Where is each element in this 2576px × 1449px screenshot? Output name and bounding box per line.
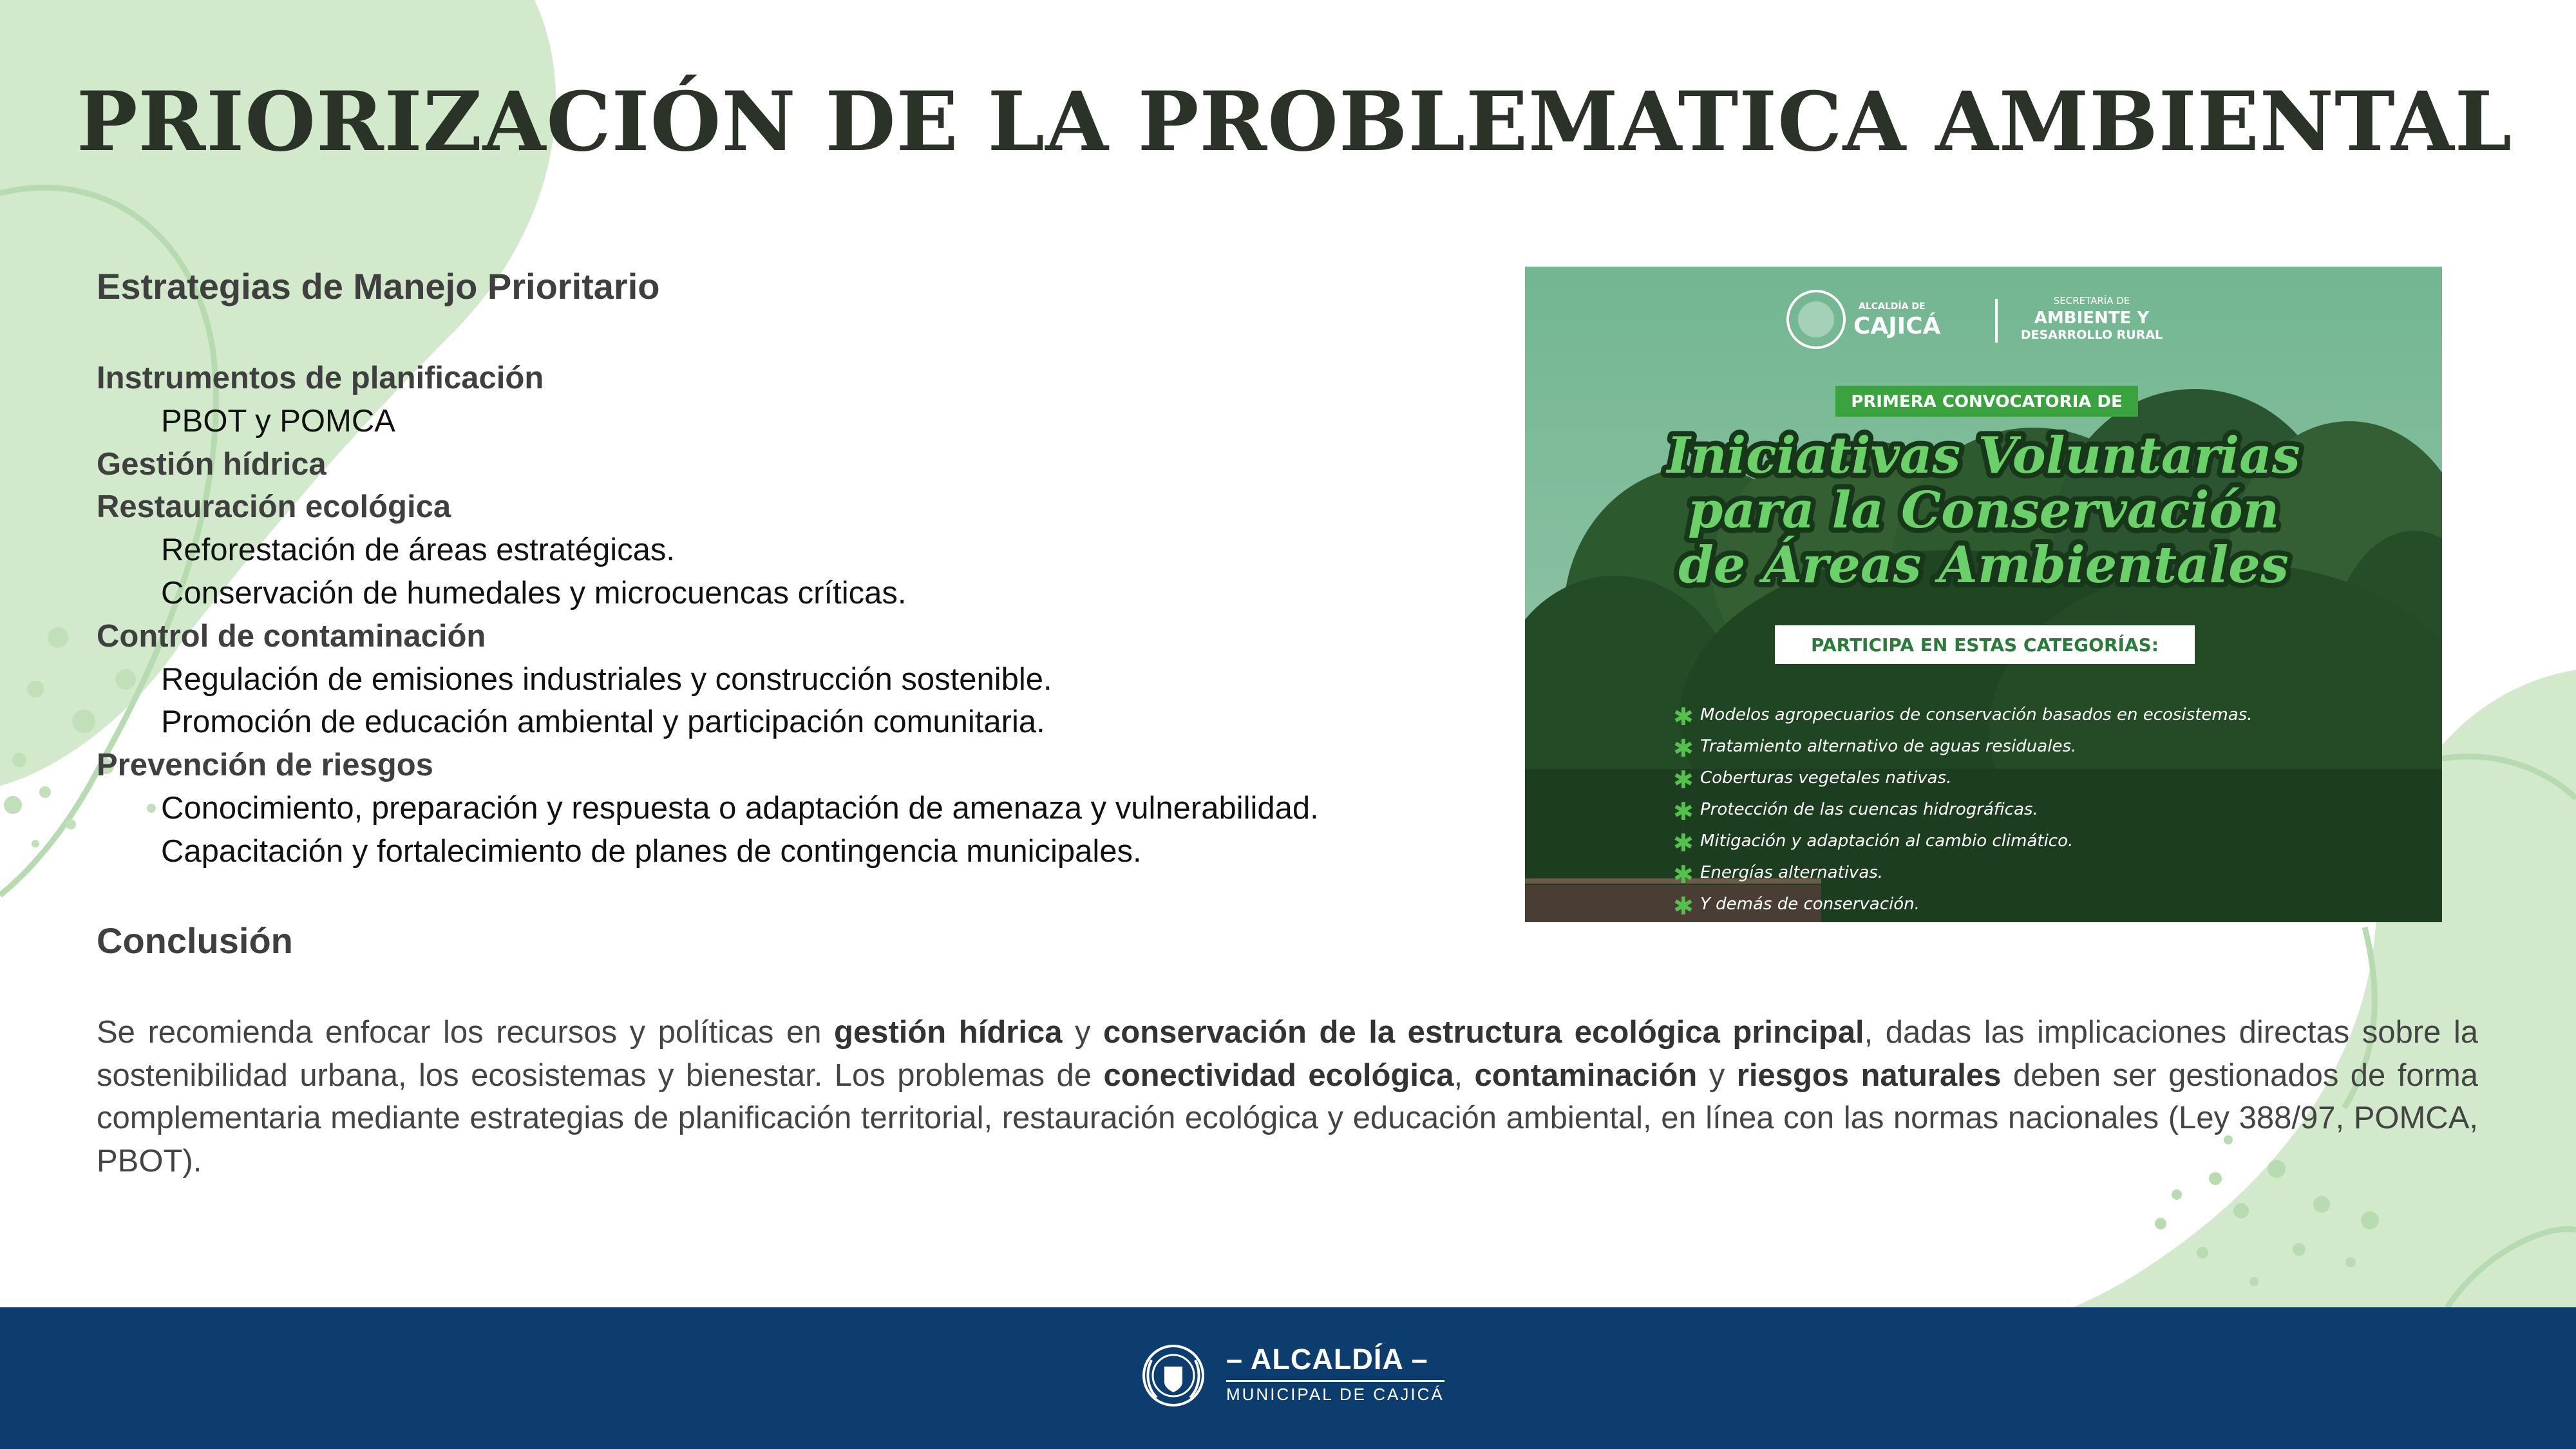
category-risk: Prevención de riesgos bbox=[97, 748, 433, 783]
conclusion-text: , bbox=[1454, 1057, 1475, 1093]
list-item: Capacitación y fortalecimiento de planes de contingencia municipales. bbox=[161, 833, 1142, 869]
list-item: Regulación de emisiones industriales y construcción sostenible. bbox=[161, 661, 1052, 697]
poster-secretaria-small: SECRETARÍA DE bbox=[2053, 295, 2130, 307]
poster-item: Y demás de conservación. bbox=[1700, 895, 1920, 914]
poster-item: Tratamiento alternativo de aguas residuales. bbox=[1700, 737, 2077, 756]
poster-headline-line: para la Conservación bbox=[1687, 481, 2280, 540]
poster-secretaria-line2: DESARROLLO RURAL bbox=[2020, 328, 2163, 342]
poster-item: Energías alternativas. bbox=[1700, 863, 1884, 882]
strategies-heading: Estrategias de Manejo Prioritario bbox=[97, 266, 660, 307]
poster-headline bbox=[1665, 426, 2300, 594]
footer-brand-subtitle: MUNICIPAL DE CAJICÁ bbox=[1226, 1380, 1444, 1405]
category-water: Gestión hídrica bbox=[97, 446, 327, 482]
category-planning: Instrumentos de planificación bbox=[97, 361, 544, 395]
conclusion-text: y bbox=[1062, 1015, 1104, 1050]
convocatoria-poster bbox=[1525, 267, 2442, 922]
conclusion-text: deben ser gestionados de forma complementaria mediante estrategias de planificación territorial, restauración ecológica y educación ambiental, en línea con las normas nacionales (Ley 388/97, POMCA, PBOT). bbox=[97, 1057, 2478, 1179]
poster-artwork bbox=[1525, 267, 2442, 922]
conclusion-emphasis: riesgos naturales bbox=[1736, 1057, 2002, 1093]
list-item: Reforestación de áreas estratégicas. bbox=[161, 533, 676, 568]
poster-headline-line: de Áreas Ambientales bbox=[1678, 536, 2289, 594]
poster-item: Protección de las cuencas hidrográficas. bbox=[1700, 800, 2038, 819]
poster-secretaria-line1: AMBIENTE Y bbox=[2034, 308, 2150, 328]
conclusion-heading: Conclusión bbox=[97, 920, 293, 961]
asterisk-icon: ✱ bbox=[1673, 892, 1694, 920]
page-title: PRIORIZACIÓN DE LA PROBLEMATICA AMBIENTAL bbox=[76, 74, 2513, 169]
municipal-seal-icon bbox=[1139, 1341, 1208, 1410]
list-item: Promoción de educación ambiental y participación comunitaria. bbox=[161, 705, 1045, 740]
asterisk-icon: ✱ bbox=[1673, 734, 1694, 762]
asterisk-icon: ✱ bbox=[1673, 829, 1694, 857]
conclusion-emphasis: gestión hídrica bbox=[834, 1015, 1063, 1050]
asterisk-icon: ✱ bbox=[1673, 766, 1694, 794]
conclusion-text: Se recomienda enfocar los recursos y políticas en bbox=[97, 1015, 835, 1050]
poster-categories-label: PARTICIPA EN ESTAS CATEGORÍAS: bbox=[1811, 634, 2159, 656]
conclusion-emphasis: conectividad ecológica bbox=[1103, 1057, 1454, 1093]
poster-logo-name: CAJICÁ bbox=[1853, 313, 1941, 339]
poster-item: Modelos agropecuarios de conservación basados en ecosistemas. bbox=[1700, 705, 2253, 724]
poster-logo-small: ALCALDÍA DE bbox=[1859, 301, 1926, 312]
conclusion-text: , dadas las implicaciones directas sobre la sostenibilidad urbana, los ecosistemas y bienestar. Los problemas de bbox=[97, 1015, 2478, 1093]
conclusion-emphasis: conservación de la estructura ecológica principal bbox=[1103, 1015, 1864, 1050]
conclusion-emphasis: contaminación bbox=[1474, 1057, 1698, 1093]
conclusion-paragraph bbox=[97, 1011, 2478, 1183]
list-item: Conocimiento, preparación y respuesta o adaptación de amenaza y vulnerabilidad. bbox=[161, 790, 1319, 826]
list-item: Conservación de humedales y microcuencas críticas. bbox=[161, 575, 907, 611]
asterisk-icon: ✱ bbox=[1673, 703, 1694, 731]
poster-item: Coberturas vegetales nativas. bbox=[1700, 768, 1952, 788]
poster-banner: PRIMERA CONVOCATORIA DE bbox=[1851, 392, 2123, 412]
conclusion-text: y bbox=[1697, 1057, 1737, 1093]
footer-brand-title: – ALCALDÍA – bbox=[1226, 1343, 1428, 1376]
list-item: PBOT y POMCA bbox=[161, 403, 395, 439]
category-pollution: Control de contaminación bbox=[97, 618, 486, 654]
strategies-list bbox=[97, 357, 1319, 873]
poster-headline-line: Iniciativas Voluntarias bbox=[1667, 426, 2300, 485]
category-restoration: Restauración ecológica bbox=[97, 489, 451, 525]
footer-brand bbox=[1226, 1343, 1444, 1405]
asterisk-icon: ✱ bbox=[1673, 860, 1694, 889]
poster-item: Mitigación y adaptación al cambio climático. bbox=[1700, 831, 2074, 851]
asterisk-icon: ✱ bbox=[1673, 797, 1694, 826]
